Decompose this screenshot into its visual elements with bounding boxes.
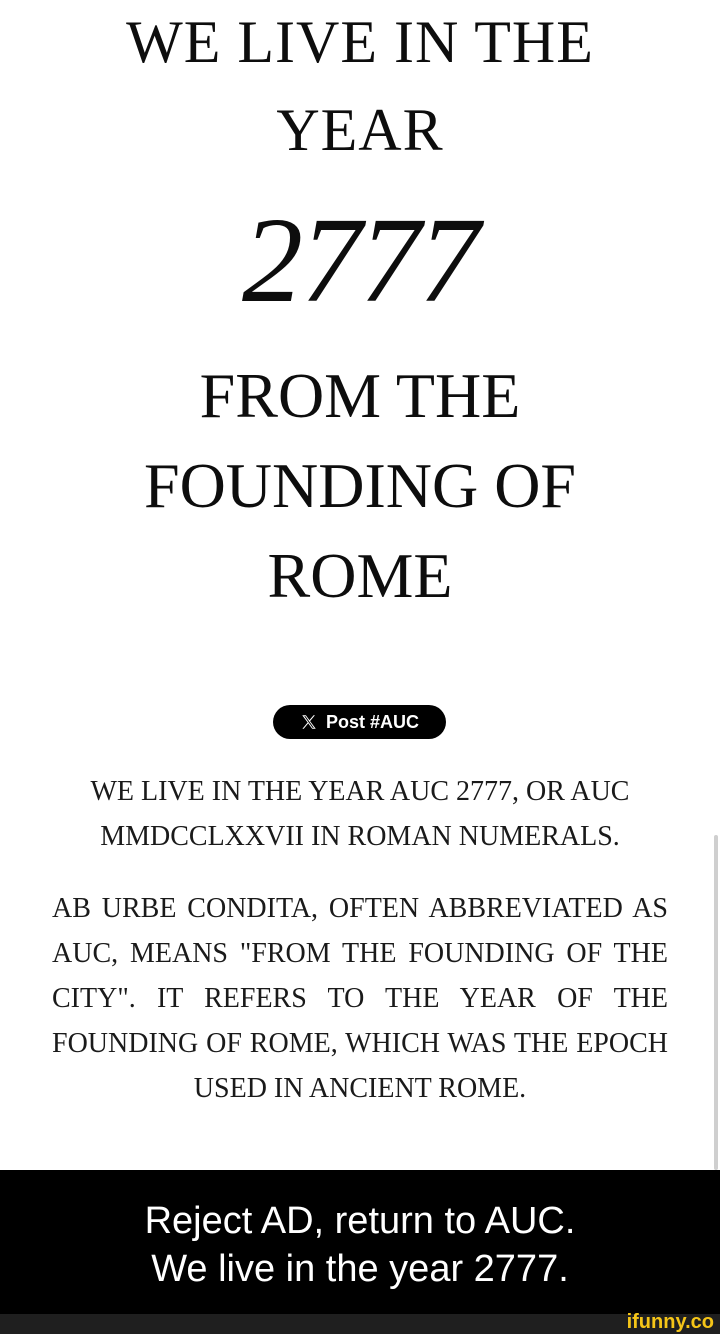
headline-line-4: FOUNDING OF xyxy=(143,450,577,521)
caption-bar xyxy=(0,1170,720,1314)
footer-bar xyxy=(0,1311,720,1334)
headline-line-2: YEAR xyxy=(276,97,444,163)
caption-line-2: We live in the year 2777. xyxy=(151,1248,569,1290)
headline-year: 2777 xyxy=(242,193,478,328)
ifunny-watermark: ifunny.co xyxy=(626,1311,714,1333)
post-hashtag-button[interactable] xyxy=(273,705,446,739)
headline-line-5: ROME xyxy=(267,540,453,611)
headline-line-3: FROM THE xyxy=(199,360,521,431)
body-paragraph-2: AB URBE CONDITA, OFTEN ABBREVIATED AS AUC, MEANS "FROM THE FOUNDING OF THE CITY". IT REFERS TO THE YEAR OF THE FOUNDING OF ROME, WHICH WAS THE EPOCH USED IN ANCIENT ROME. xyxy=(52,893,668,1104)
headline-line-1: WE LIVE IN THE xyxy=(126,9,594,75)
body-paragraph-1: WE LIVE IN THE YEAR AUC 2777, OR AUC MMDCCLXXVII IN ROMAN NUMERALS. xyxy=(90,776,630,852)
caption-line-1: Reject AD, return to AUC. xyxy=(144,1200,576,1242)
scrollbar[interactable] xyxy=(714,835,718,1170)
post-button-label: Post #AUC xyxy=(325,711,419,732)
x-logo-icon xyxy=(300,713,318,731)
